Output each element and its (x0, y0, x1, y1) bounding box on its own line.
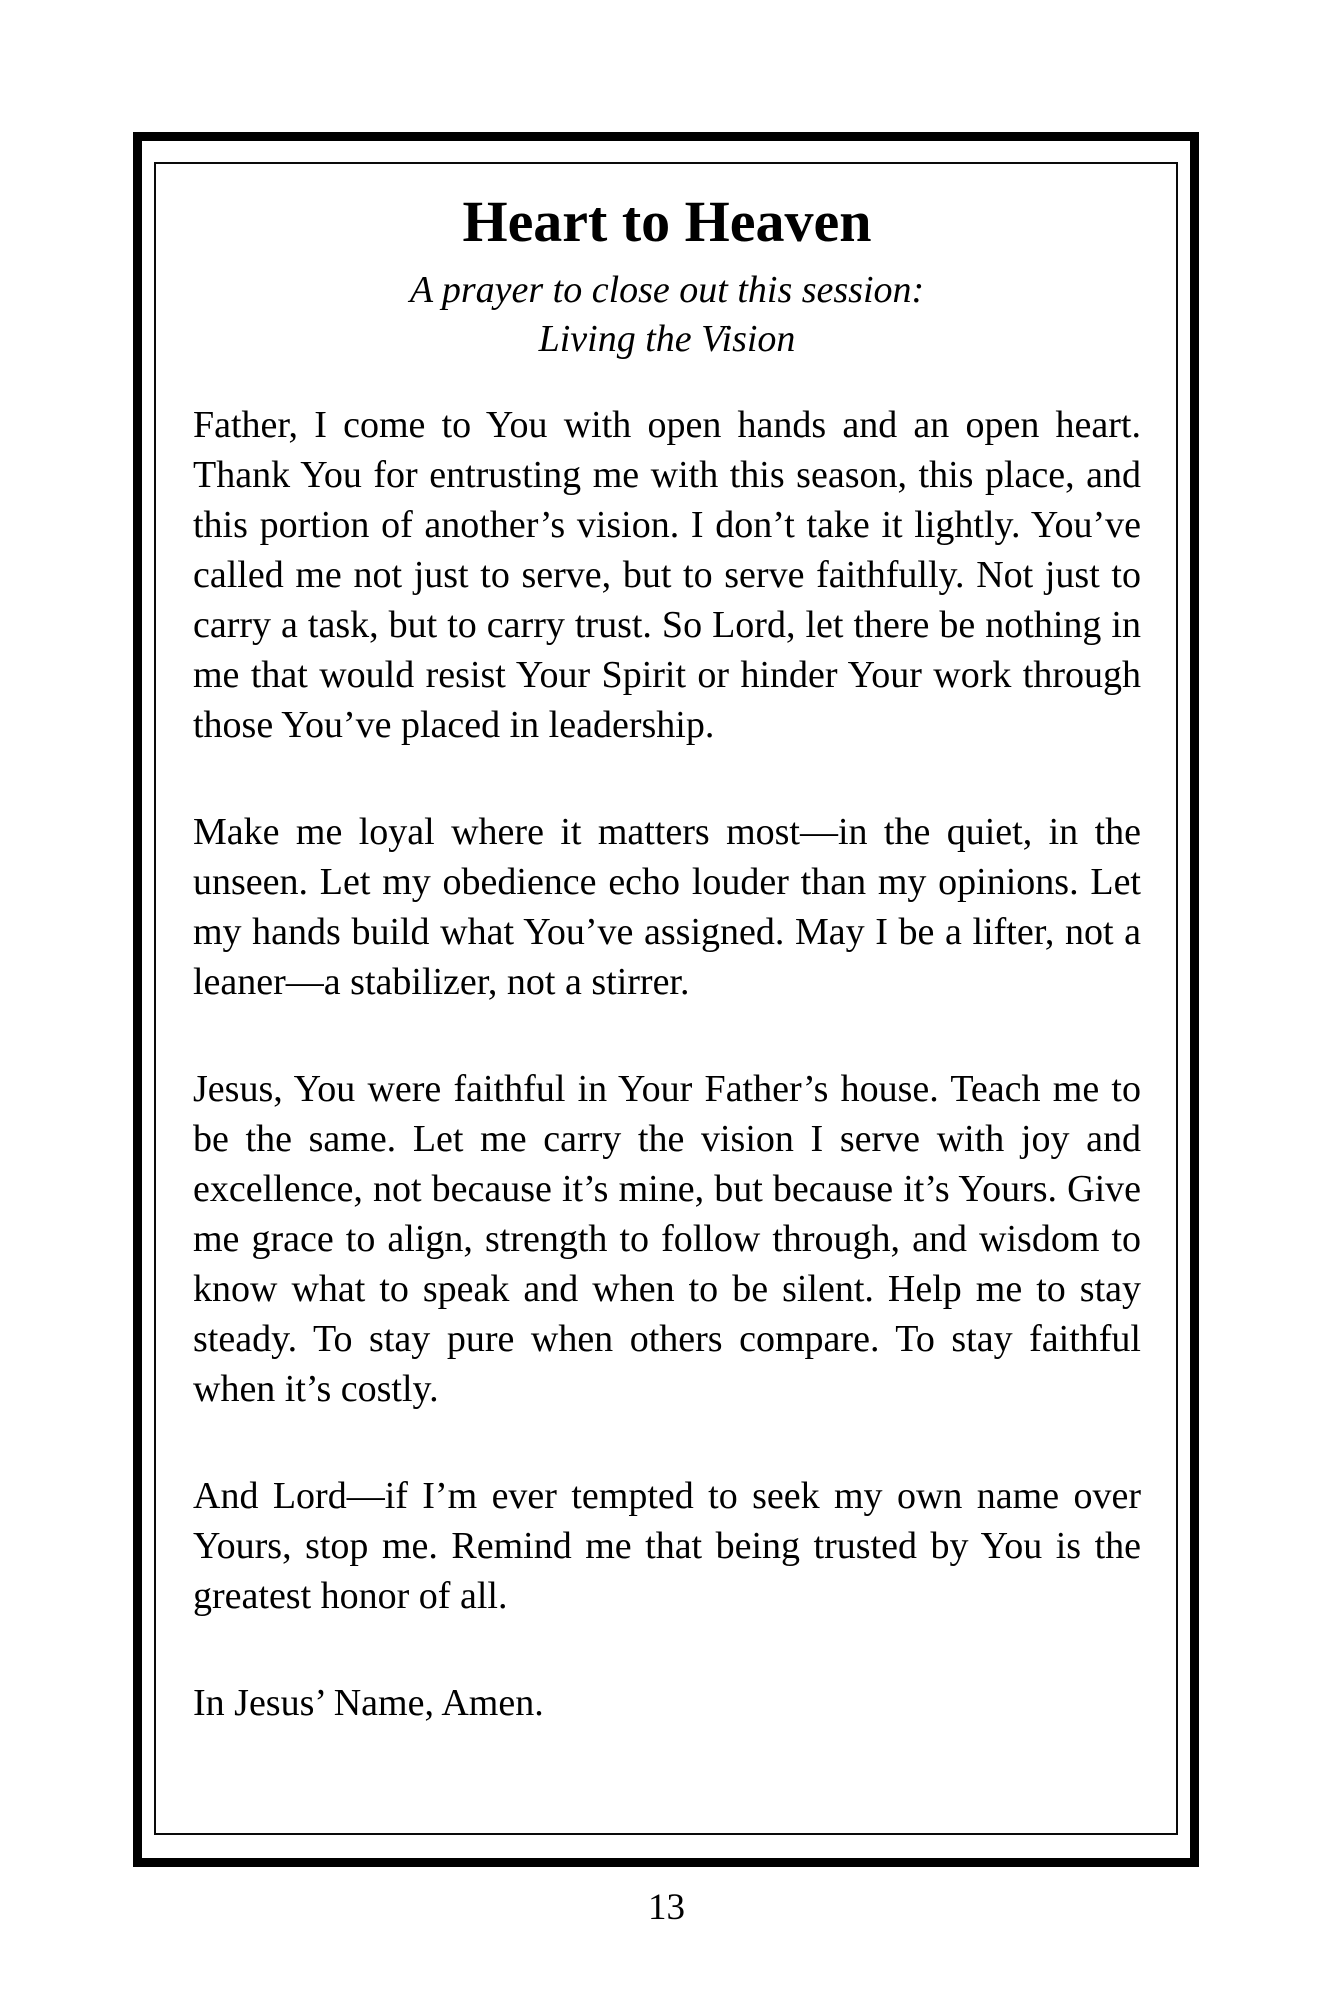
subtitle-line-2: Living the Vision (538, 317, 796, 360)
page-number: 13 (648, 1887, 685, 1928)
subtitle-line-1: A prayer to close out this session: (409, 268, 925, 311)
outer-border-frame (133, 132, 1199, 1867)
prayer-paragraph-4: And Lord—if I’m ever tempted to seek my own name over Yours, stop me. Remind me that being trusted by You is the greatest honor of all. (193, 1474, 1141, 1617)
prayer-body (193, 400, 1141, 1728)
prayer-paragraph-3: Jesus, You were faithful in Your Father’s house. Teach me to be the same. Let me carry the vision I serve with joy and excellence, not because it’s mine, but because it’s Yours. Give me grace to align, strength to follow through, and wisdom to know what to speak and when to be silent. Help me to stay steady. To stay pure when others compare. To stay faithful when it’s costly. (193, 1067, 1141, 1410)
prayer-paragraph-1: Father, I come to You with open hands and an open heart. Thank You for entrusting me with this season, this place, and this portion of another’s vision. I don’t take it lightly. You’ve called me not just to serve, but to serve faithfully. Not just to carry a task, but to carry trust. So Lord, let there be nothing in me that would resist Your Spirit or hinder Your work through those You’ve placed in leadership. (193, 403, 1141, 746)
page-title: Heart to Heaven (462, 189, 872, 254)
prayer-content (156, 164, 1176, 1833)
prayer-closing-line: In Jesus’ Name, Amen. (193, 1681, 544, 1724)
inner-border-frame (154, 162, 1178, 1835)
prayer-paragraph-2: Make me loyal where it matters most—in the quiet, in the unseen. Let my obedience echo louder than my opinions. Let my hands build what You’ve assigned. May I be a lifter, not a leaner—a stabilizer, not a stirrer. (193, 810, 1141, 1003)
subtitle (193, 266, 1141, 364)
